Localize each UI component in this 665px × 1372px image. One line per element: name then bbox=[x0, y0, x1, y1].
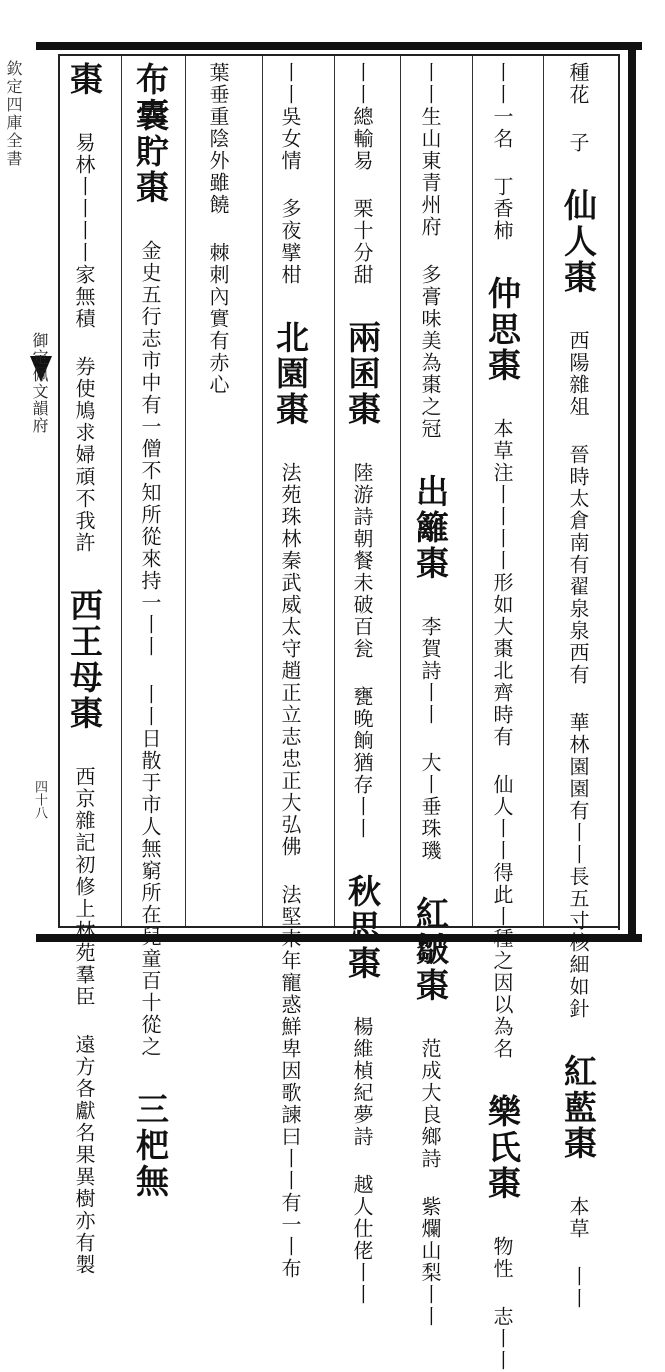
text-column-1 bbox=[559, 62, 598, 1310]
headword: 秋思棗 bbox=[343, 874, 382, 982]
note-text: 李賀詩丨丨 大丨垂珠璣 bbox=[418, 616, 442, 862]
note-text: 丨丨生山東青州府 多膏味美為棗之冠 bbox=[418, 62, 442, 440]
column-rule bbox=[262, 56, 263, 926]
text-column-8 bbox=[65, 62, 104, 1276]
headword: 兩囷棗 bbox=[343, 320, 382, 428]
note-text: 陸游詩朝餐未破百瓮 甕晚餉猶存丨丨 bbox=[350, 462, 374, 840]
headword: 三杷無 bbox=[131, 1092, 170, 1200]
note-text: 易林丨丨丨丨家無積 券使鳩求婦頑不我許 bbox=[72, 132, 96, 554]
note-text: 楊維楨紀夢詩 越人仕佬丨丨 bbox=[350, 1016, 374, 1306]
book-title: 御定佩文韻府 bbox=[30, 332, 49, 434]
frame-inner-top-rule bbox=[60, 54, 620, 56]
headword: 北園棗 bbox=[271, 320, 310, 428]
series-title: 欽定四庫全書 bbox=[4, 60, 23, 168]
note-text: 物性 志丨丨 bbox=[490, 1236, 514, 1372]
column-rule bbox=[472, 56, 473, 926]
note-text: 丨丨吳女情 多夜擘柑 bbox=[278, 62, 302, 286]
column-rule bbox=[334, 56, 335, 926]
note-text: 西陽雜俎 晉時太倉南有翟泉泉西有 華林園園有丨丨長五寸核細如針 bbox=[566, 330, 590, 1020]
note-text: 本草 丨丨 bbox=[566, 1196, 590, 1310]
frame-right-border bbox=[628, 42, 636, 942]
headword: 出籬棗 bbox=[411, 474, 450, 582]
note-text: 金史五行志市中有一僧不知所從來持一丨丨 丨丨日散于市人無窮所在兒童百十從之 bbox=[138, 240, 162, 1058]
headword: 仲思棗 bbox=[483, 276, 522, 384]
column-rule bbox=[185, 56, 186, 926]
note-text: 范成大良鄉詩 紫爛山梨丨丨 bbox=[418, 1038, 442, 1328]
text-column-2 bbox=[483, 62, 522, 1372]
headword: 紅藍棗 bbox=[559, 1054, 598, 1162]
note-text: 西京雜記初修上林苑羣臣 遠方各獻名果異樹亦有製 bbox=[72, 766, 96, 1276]
headword: 樂氏棗 bbox=[483, 1094, 522, 1202]
frame-inner-right-rule bbox=[618, 54, 620, 930]
text-column-4 bbox=[343, 62, 382, 1306]
headword: 布囊貯棗 bbox=[131, 62, 170, 206]
frame-top-border bbox=[36, 42, 642, 50]
note-text: 本草注丨丨丨丨形如大棗北齊時有 仙人丨丨得此丨種之因以為名 bbox=[490, 418, 514, 1060]
frame-bottom-border bbox=[36, 934, 642, 942]
note-text: 葉垂重陰外雖饒 棘刺內實有赤心 bbox=[206, 62, 230, 396]
headword: 棗 bbox=[65, 62, 104, 98]
headword: 西王母棗 bbox=[65, 588, 104, 732]
folio-number: 四十八 bbox=[32, 780, 47, 819]
center-margin-line bbox=[58, 54, 60, 928]
text-column-6 bbox=[200, 62, 236, 924]
column-rule bbox=[400, 56, 401, 926]
headword: 紅皺棗 bbox=[411, 896, 450, 1004]
text-column-7 bbox=[131, 62, 170, 1200]
column-rule bbox=[543, 56, 544, 926]
page-center-margin bbox=[0, 56, 56, 926]
column-rule bbox=[121, 56, 122, 926]
headword: 仙人棗 bbox=[559, 188, 598, 296]
note-text: 法苑珠林秦武威太守趙正立志忠正大弘佛 法堅末年寵惑鮮卑因歌諫曰丨丨有一丨布 bbox=[278, 462, 302, 1280]
text-column-5 bbox=[271, 62, 310, 1280]
note-text: 丨丨總輸易 栗十分甜 bbox=[350, 62, 374, 286]
note-text: 種花 子 bbox=[566, 62, 590, 154]
note-text: 丨丨一名 丁香柿 bbox=[490, 62, 514, 242]
text-column-3 bbox=[411, 62, 450, 1328]
